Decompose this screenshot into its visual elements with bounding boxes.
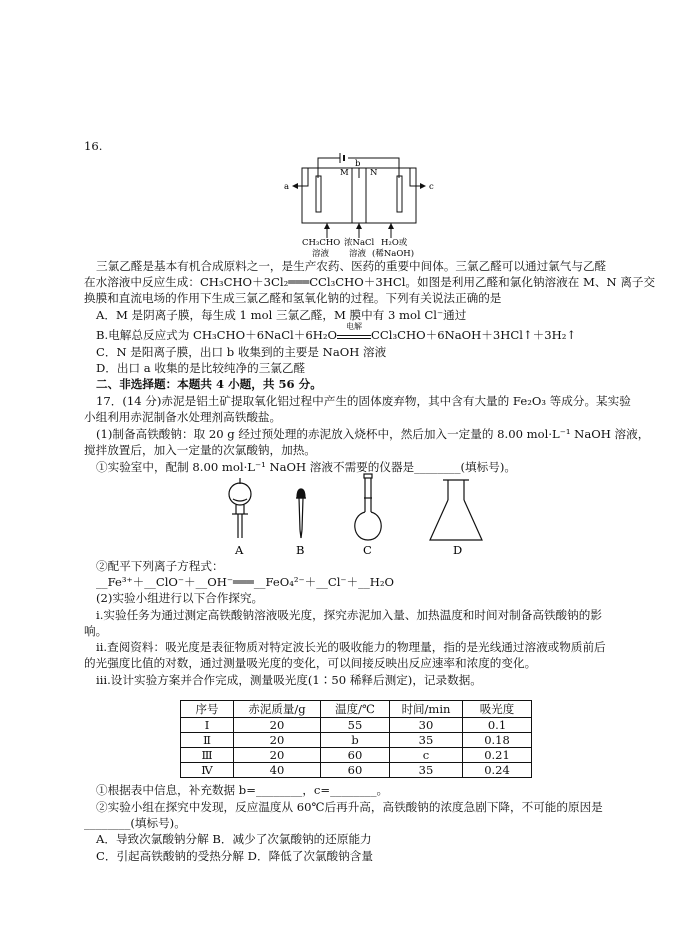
membrane-m-label: M: [340, 168, 349, 178]
table-cell: 35: [390, 763, 463, 778]
table-cell: 20: [234, 733, 321, 748]
q17-choices-ab: A．导致次氯酸钠分解 B．减少了次氯酸钠的还原能力: [96, 832, 372, 846]
table-header: 赤泥质量/g: [234, 701, 321, 718]
q16-option-b: [96, 322, 577, 343]
table-cell: 60: [321, 748, 390, 763]
table-cell: 20: [234, 748, 321, 763]
q17-part1-line-1: (1)制备高铁酸钠：取 20 g 经过预处理的赤泥放入烧杯中，然后加入一定量的 8.00 mol·L⁻¹ NaOH 溶液，: [96, 427, 650, 441]
table-header: 时间/min: [390, 701, 463, 718]
table-header: 吸光度: [463, 701, 532, 718]
inlet-nacl-label-2: 溶液: [349, 249, 367, 259]
q16-option-b-products: CCl₃CHO＋6NaOH＋3HCl↑＋3H₂↑: [371, 328, 577, 342]
table-cell: Ⅱ: [181, 733, 234, 748]
table-header-row: [181, 701, 532, 718]
inlet-ch3cho-label: CH₃CHO: [302, 238, 341, 248]
table-cell: 40: [234, 763, 321, 778]
table-cell: 60: [321, 763, 390, 778]
table-cell: 0.21: [463, 748, 532, 763]
q17-choices-cd: C．引起高铁酸钠的受热分解 D．降低了次氯酸钠含量: [96, 849, 373, 863]
table-cell: 20: [234, 718, 321, 733]
task-i-line-2: 响。: [84, 624, 108, 638]
instrument-label-b: B: [296, 543, 305, 557]
q17-part2: (2)实验小组进行以下合作探究。: [96, 591, 264, 605]
inlet-nacl-label: 浓NaCl: [344, 238, 375, 248]
instrument-label-a: A: [235, 543, 244, 557]
q17-reason-line-2: ________(填标号)。: [84, 816, 186, 830]
q17-intro-line-1: 17．(14 分)赤泥是铝土矿提取氧化铝过程中产生的固体废弃物，其中含有大量的 Fe₂O₃ 等成分。某实验: [96, 394, 631, 408]
table-cell: 0.1: [463, 718, 532, 733]
q16-option-c: C．N 是阳离子膜，出口 b 收集到的主要是 NaOH 溶液: [96, 345, 387, 359]
table-row: [181, 763, 532, 778]
table-cell: Ⅲ: [181, 748, 234, 763]
table-row: [181, 733, 532, 748]
table-cell: 35: [390, 733, 463, 748]
section-heading: 二、非选择题：本题共 4 小题，共 56 分。: [96, 377, 322, 391]
table-row: [181, 748, 532, 763]
separatory-funnel-icon: [229, 478, 251, 538]
q17-reason-line-1: ②实验小组在探究中发现，反应温度从 60℃后再升高，高铁酸钠的浓度急剧下降，不可能的原因是: [96, 800, 603, 814]
q16-option-d: D．出口 a 收集的是比较纯净的三氯乙醛: [96, 361, 306, 375]
table-cell: Ⅰ: [181, 718, 234, 733]
table-cell: 30: [390, 718, 463, 733]
q16-stem-line-3: 换膜和直流电场的作用下生成三氯乙醛和氢氧化钠的过程。下列有关说法正确的是: [84, 291, 502, 305]
table-cell: 55: [321, 718, 390, 733]
q16-stem-line-2: 在水溶液中反应生成：CH₃CHO＋3Cl₂═══CCl₃CHO＋3HCl。如图是利用乙醛和氯化钠溶液在 M、N 离子交: [84, 275, 656, 289]
inlet-water-label: H₂O或: [381, 238, 408, 248]
table-cell: Ⅳ: [181, 763, 234, 778]
q17-fill-b-c: ①根据表中信息，补充数据 b=________，c=________。: [96, 783, 389, 797]
membrane-n-label: N: [370, 168, 378, 178]
q17-intro-line-2: 小组利用赤泥制备水处理剂高铁酸盐。: [84, 410, 282, 424]
task-ii-line-2: 的光强度比值的对数，通过测量吸光度的变化，可以间接反映出反应速率和浓度的变化。: [84, 656, 537, 670]
conical-flask-icon: [430, 480, 482, 540]
electrolysis-condition: 电解: [346, 322, 363, 331]
task-ii-line-1: ⅱ.查阅资料：吸光度是表征物质对特定波长光的吸收能力的物理量，指的是光线通过溶液或物质前后: [96, 640, 606, 654]
q16-option-b-reactants: B.电解总反应式为 CH₃CHO＋6NaCl＋6H₂O: [96, 328, 338, 342]
outlet-a-label: a: [284, 182, 290, 192]
table-cell: 0.18: [463, 733, 532, 748]
table-header: 温度/℃: [321, 701, 390, 718]
q17-sub-question-1: ①实验室中，配制 8.00 mol·L⁻¹ NaOH 溶液不需要的仪器是________(填标号)。: [96, 460, 516, 474]
q17-part1-line-2: 搅拌放置后，加入一定量的次氯酸钠，加热。: [84, 443, 316, 457]
experiment-data-table: [180, 700, 532, 778]
q16-option-a: A．M 是阴离子膜，每生成 1 mol 三氯乙醛，M 膜中有 3 mol Cl⁻通过: [96, 308, 467, 322]
task-i-line-1: ⅰ.实验任务为通过测定高铁酸钠溶液吸光度，探究赤泥加入量、加热温度和时间对制备高铁酸钠的影: [96, 608, 602, 622]
ionic-equation: __Fe³⁺＋__ClO⁻＋__OH⁻═══__FeO₄²⁻＋__Cl⁻＋__H₂O: [96, 575, 395, 589]
table-cell: c: [390, 748, 463, 763]
inlet-ch3cho-label-2: 溶液: [312, 249, 330, 259]
outlet-c-label: c: [429, 182, 434, 192]
instrument-label-d: D: [453, 543, 463, 557]
table-header: 序号: [181, 701, 234, 718]
q17-sub-question-2: ②配平下列离子方程式：: [96, 559, 224, 573]
task-iii: ⅲ.设计实验方案并合作完成，测量吸光度(1∶50 稀释后测定)，记录数据。: [96, 673, 482, 687]
table-cell: b: [321, 733, 390, 748]
dropper-icon: [296, 489, 306, 538]
table-row: [181, 718, 532, 733]
volumetric-flask-icon: [355, 474, 381, 540]
inlet-water-label-2: (稀NaOH): [372, 249, 415, 259]
question-number: 16.: [84, 139, 103, 153]
q16-stem-line-1: 三氯乙醛是基本有机合成原料之一，是生产农药、医药的重要中间体。三氯乙醛可以通过氯气与乙醛: [96, 259, 607, 273]
table-cell: 0.24: [463, 763, 532, 778]
outlet-b-label: b: [355, 159, 361, 169]
instrument-label-c: C: [363, 543, 372, 557]
